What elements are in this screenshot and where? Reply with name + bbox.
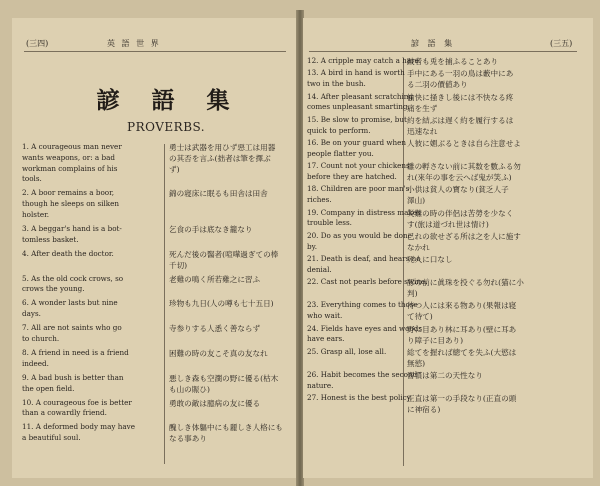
header-rule-right — [309, 51, 577, 52]
proverb-english-line: 4. After death the doctor. — [22, 248, 114, 258]
proverb-english-line: 12. A cripple may catch a hare. — [307, 56, 422, 65]
proverb-english — [22, 224, 122, 246]
proverb-english-line: workman complains of his — [22, 163, 118, 173]
proverb-english — [307, 138, 406, 160]
proverb-japanese-line: 澤山) — [407, 196, 426, 206]
proverb-japanese — [407, 138, 521, 149]
proverb-japanese-line: 己れの欲せざる所は之を人に施す — [407, 231, 521, 241]
proverb-english — [307, 56, 421, 67]
proverb-japanese — [169, 398, 260, 409]
proverb-english — [307, 393, 412, 404]
proverb-english-line: riches. — [307, 195, 332, 205]
proverb-english-line: quick to perform. — [307, 125, 371, 135]
proverb-japanese-line: す(旅は道づれ世は情け) — [407, 219, 489, 229]
proverb-english-line: indeed. — [22, 358, 49, 368]
proverb-english — [22, 249, 114, 260]
proverb-english-line: tomless basket. — [22, 234, 79, 244]
proverb-japanese-line: 勇敢の敵は臆病の友に優る — [169, 398, 261, 408]
proverb-japanese — [169, 274, 260, 285]
page-subtitle: PROVERBS. — [127, 120, 206, 134]
proverb-japanese-line: 愉快に掻きし後には不快なる疼 — [407, 92, 514, 102]
proverb-japanese — [407, 324, 516, 346]
proverb-english-line: 27. Honest is the best policy. — [307, 393, 413, 403]
proverb-english-line: 11. A deformed body may have — [22, 422, 135, 432]
proverb-english-line: 15. Be slow to promise, but — [307, 114, 407, 124]
proverb-japanese — [169, 373, 278, 395]
proverb-english-line: 2. A boor remains a boor, — [22, 188, 115, 198]
proverb-japanese-line: 跛者も兎を捕ふることあり — [407, 57, 499, 66]
proverb-japanese-line: 判) — [407, 289, 418, 299]
proverb-english-line: 1. A courageous man never — [22, 142, 122, 151]
proverb-japanese-line: 乞食の手は底なき籠なり — [169, 225, 253, 234]
left-page — [12, 18, 297, 478]
proverb-japanese-line: 死んだ後の醫者(喧嘩過ぎての棒 — [169, 249, 279, 259]
proverb-japanese — [169, 298, 274, 309]
proverb-japanese-line: 寺参りする人悉く善ならず — [169, 324, 261, 334]
proverb-japanese — [169, 249, 278, 271]
proverb-japanese — [169, 422, 283, 444]
proverb-japanese-line: 錦の寝床に眠るも田舎は田舎 — [169, 189, 268, 199]
proverb-english-line: comes unpleasant smarting. — [307, 102, 410, 112]
proverb-japanese-line: なかれ — [407, 242, 430, 252]
proverb-japanese-line: も山の賑ひ) — [169, 384, 210, 394]
proverb-english-line: 14. After pleasant scratching — [307, 91, 414, 101]
proverb-japanese-line: の其否を言ふ(拙者は筆を擇ぶ — [169, 154, 271, 163]
header-rule-left — [24, 51, 286, 52]
proverb-english-line: have ears. — [307, 334, 345, 344]
proverb-japanese-line: 雛の孵さない前に其数を數ふる勿 — [407, 162, 521, 172]
proverb-english — [307, 208, 421, 230]
proverb-english-line: 26. Habit becomes the second — [307, 370, 418, 379]
proverb-japanese-line: 災難の時の伴侶は苦勞を少なく — [407, 208, 514, 218]
page-title: 諺 語 集 — [96, 87, 242, 114]
proverb-japanese-line: 痛を生ず — [407, 103, 438, 113]
proverb-english-line: to church. — [22, 333, 60, 343]
proverb-japanese-line: 人彼に媚ぶるときは自ら注意せよ — [407, 139, 521, 148]
proverb-japanese — [407, 300, 516, 322]
proverb-english-line: people flatter you. — [307, 148, 374, 158]
page-number-left: (三四) — [26, 39, 49, 48]
proverb-japanese-line: 死人に口なし — [407, 255, 453, 264]
proverb-english-line: 10. A courageous foe is better — [22, 397, 132, 407]
proverb-japanese-line: ず) — [169, 165, 180, 174]
proverb-japanese — [169, 142, 275, 175]
proverb-japanese-line: に神宿る) — [407, 405, 441, 415]
proverb-english — [307, 92, 413, 114]
proverb-english-line: 16. Be on your guard when — [307, 138, 407, 147]
proverb-english — [22, 398, 132, 420]
proverb-english — [22, 422, 135, 444]
proverb-english-line: 8. A friend in need is a friend — [22, 348, 129, 357]
proverb-english — [307, 184, 409, 206]
proverb-english-line: the open field. — [22, 383, 75, 393]
proverb-japanese — [407, 208, 513, 230]
proverb-japanese-line: り障子に目あり) — [407, 335, 464, 345]
proverb-japanese-line: 小供は貧人の寶なり(貧乏人子 — [407, 185, 509, 195]
proverb-english-line: trouble less. — [307, 218, 352, 228]
proverb-english-line: holster. — [22, 209, 50, 219]
proverb-japanese — [407, 68, 513, 90]
proverb-english-line: two in the bush. — [307, 79, 366, 89]
proverb-japanese — [407, 184, 509, 206]
proverb-japanese — [407, 254, 453, 265]
proverb-english — [307, 324, 422, 346]
proverb-japanese — [169, 224, 253, 235]
proverb-japanese-line: 無慾) — [407, 358, 426, 368]
proverb-japanese-line: 習慣は第二の天性なり — [407, 371, 483, 380]
proverb-english-line: 7. All are not saints who go — [22, 323, 122, 333]
proverb-japanese-line: 約を結ぶは遅く約を履行するは — [407, 115, 514, 125]
proverb-english-line: a beautiful soul. — [22, 433, 81, 443]
proverb-japanese — [169, 348, 268, 359]
proverb-english-line: 5. As the old cock crows, so — [22, 273, 124, 283]
proverb-english-line: 18. Children are poor man's — [307, 184, 410, 194]
proverb-english — [307, 254, 421, 276]
proverb-english — [307, 300, 418, 322]
running-head-left: 英 語 世 界 — [107, 39, 161, 48]
proverb-japanese-line: 醜しき体軀中にも麗しき人格にも — [169, 423, 283, 433]
proverb-japanese — [407, 277, 524, 299]
proverb-japanese — [169, 188, 268, 199]
proverb-japanese-line: 豚の前に眞珠を投ぐる勿れ(猫に小 — [407, 278, 524, 288]
proverb-english-line: 13. A bird in hand is worth — [307, 68, 405, 78]
proverb-english-line: crows the young. — [22, 284, 85, 294]
proverb-english — [22, 298, 118, 320]
proverb-japanese — [407, 370, 483, 381]
proverb-english — [22, 373, 124, 395]
proverb-japanese-line: 勇士は武器を用ひず惡工は用器 — [169, 143, 276, 152]
proverb-japanese-line: 悪しき森も空濶の野に優る(枯木 — [169, 373, 279, 383]
proverb-japanese — [407, 231, 521, 253]
proverb-english — [307, 347, 386, 358]
proverb-english-line: 6. A wonder lasts but nine — [22, 298, 118, 308]
proverb-japanese-line: なる事あり — [169, 434, 207, 444]
proverb-japanese-line: 手中にある一羽の鳥は藪中にあ — [407, 69, 514, 79]
proverb-english-line: though he sleeps on silken — [22, 199, 119, 209]
proverb-english-line: 21. Death is deaf, and hears no — [307, 254, 421, 263]
proverb-japanese-line: 千切) — [169, 260, 188, 270]
proverb-english-line: days. — [22, 309, 41, 319]
proverb-english — [307, 115, 407, 137]
proverb-english — [307, 370, 417, 392]
proverb-japanese-line: 野に目あり林に耳あり(壁に耳あ — [407, 324, 517, 334]
proverb-english — [22, 188, 119, 220]
page-number-right: (三五) — [550, 39, 573, 48]
proverb-english — [307, 161, 410, 183]
proverb-english-line: 9. A bad bush is better than — [22, 372, 124, 382]
proverb-english — [22, 323, 122, 345]
proverb-english-line: 20. Do as you would be done — [307, 230, 412, 240]
proverb-english-line: than a cowardly friend. — [22, 408, 107, 418]
proverb-english-line: 17. Count not your chickens — [307, 161, 410, 171]
proverb-japanese-line: れ(來年の事を云へば鬼が笑ふ) — [407, 173, 512, 183]
proverb-english — [22, 142, 122, 185]
proverb-japanese — [407, 347, 516, 369]
proverb-japanese — [407, 56, 498, 67]
proverb-english — [307, 68, 405, 90]
proverb-japanese-line: 総てを握れば總てを失ふ(大慾は — [407, 347, 517, 357]
proverb-japanese — [407, 161, 521, 183]
proverb-japanese-line: 困難の時の友こそ真の友なれ — [169, 349, 268, 358]
proverb-english-line: denial. — [307, 264, 332, 274]
proverb-english-line: 23. Everything comes to those — [307, 300, 418, 310]
proverb-english-line: before they are hatched. — [307, 171, 397, 181]
proverb-english — [22, 348, 129, 370]
running-head-right: 諺 語 集 — [411, 39, 456, 48]
proverb-japanese — [407, 115, 513, 137]
proverb-japanese — [169, 323, 260, 334]
proverb-japanese-line: 正直は第一の手段なり(正直の頭 — [407, 394, 517, 404]
proverb-japanese-line: 老雞の鳴く所若雞之に習ふ — [169, 274, 261, 284]
proverb-english — [307, 231, 412, 253]
proverb-english — [22, 274, 123, 296]
proverb-japanese — [407, 393, 516, 415]
proverb-english-line: tools. — [22, 174, 42, 184]
proverb-english-line: 19. Company in distress makes — [307, 207, 421, 217]
proverb-english-line: by. — [307, 241, 317, 251]
proverb-japanese-line: 迅速なれ — [407, 126, 438, 136]
proverb-japanese — [407, 92, 513, 114]
proverb-english-line: 25. Grasp all, lose all. — [307, 346, 387, 356]
proverb-japanese-line: る二羽の價値あり — [407, 80, 468, 90]
proverb-japanese-line: 珍物も九日(人の噂も七十五日) — [169, 299, 274, 309]
right-page — [303, 18, 593, 478]
proverb-english-line: nature. — [307, 380, 334, 390]
column-divider-left — [164, 144, 165, 464]
proverb-english-line: 22. Cast not pearls before swine. — [307, 277, 428, 287]
proverb-english-line: wants weapons, or: a bad — [22, 152, 115, 162]
proverb-japanese-line: 待つ人には來る物あり(果報は寝 — [407, 301, 517, 311]
proverb-english-line: who wait. — [307, 311, 343, 321]
proverb-english-line: 3. A beggar's hand is a bot- — [22, 224, 122, 233]
proverb-japanese-line: て待て) — [407, 312, 433, 322]
proverb-english-line: 24. Fields have eyes and woods — [307, 323, 423, 333]
